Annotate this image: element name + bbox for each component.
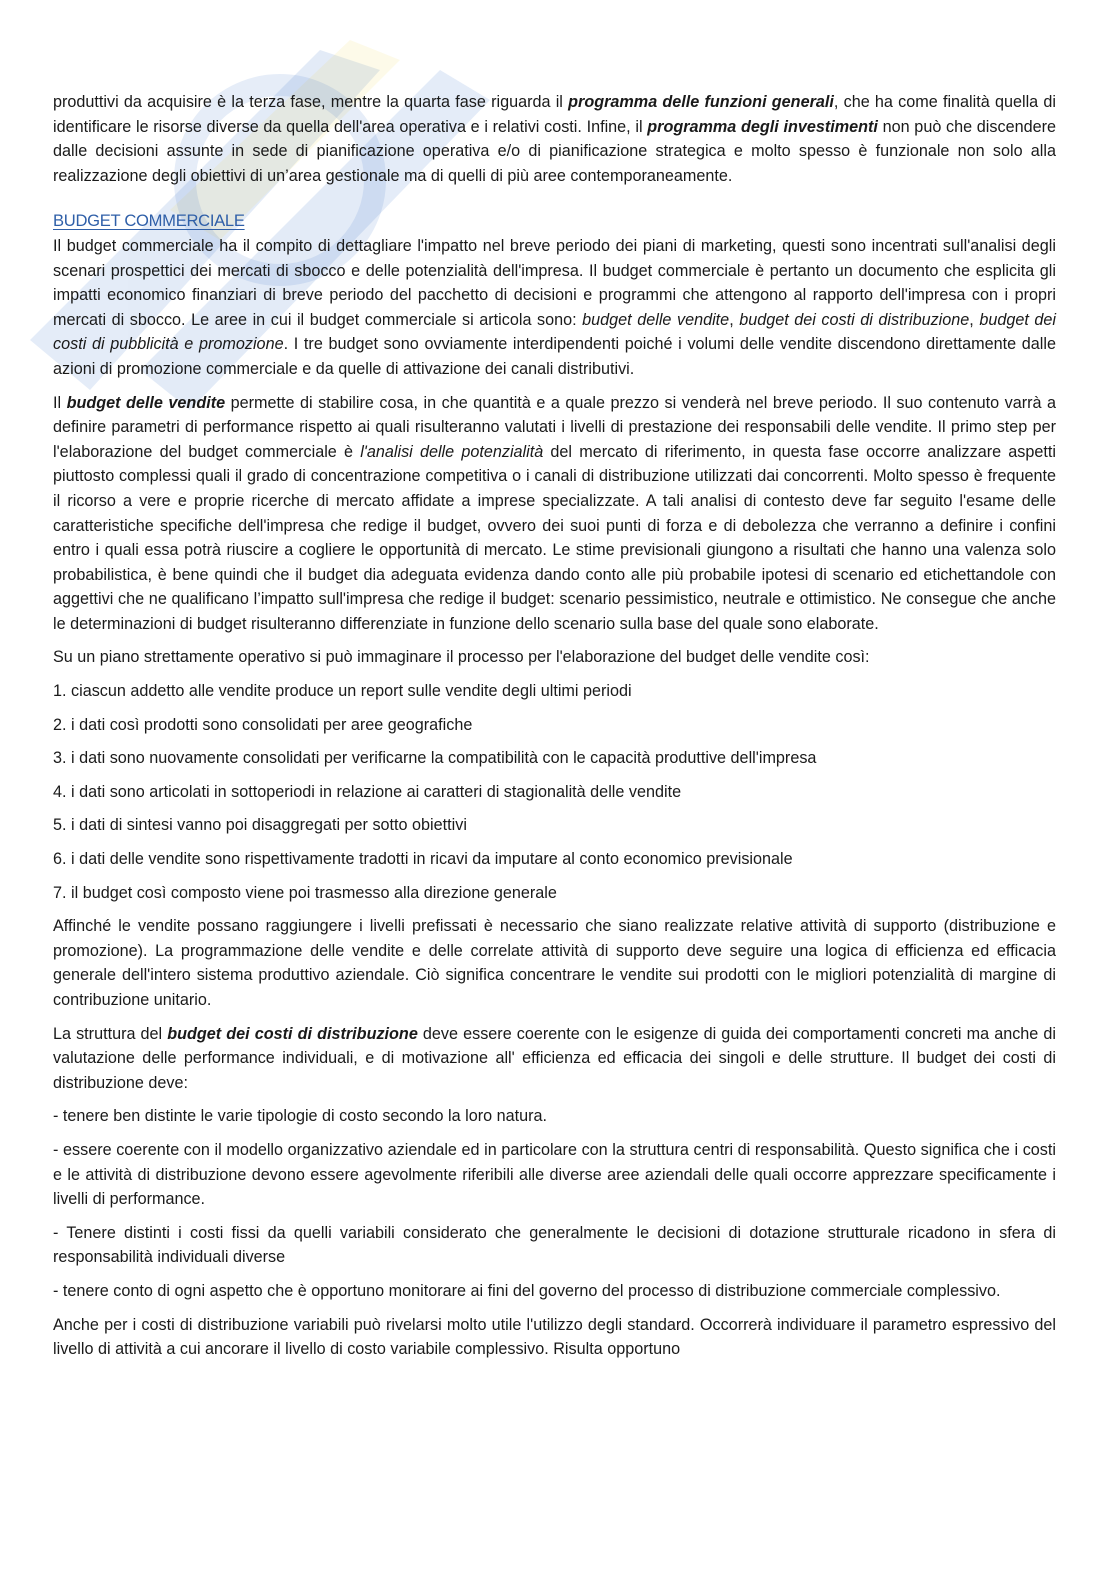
text-run: , che ha come finalità quella di identificare le risorse diverse da quella dell'area operativa e i relativi costi. Infine, il (53, 93, 1057, 136)
paragraph-intro (53, 90, 1056, 188)
paragraph-costi-distribuzione (53, 1022, 1056, 1096)
text-run: Il (53, 393, 67, 412)
list-item-bullet-4: - tenere conto di ogni aspetto che è opportuno monitorare ai fini del governo del processo di distribuzione commerciale complessivo. (53, 1281, 1001, 1300)
text-run: La struttura del (53, 1024, 168, 1043)
text-run: permette di stabilire cosa, in che quantità e a quale prezzo si venderà nel breve periodo. Il suo contenuto varrà a definire parametri di performance rispetto ai quali risulteranno valutati i livelli di prestazione dei responsabili delle vendite. Il primo step per l'elaborazione del budget commerciale è (53, 393, 1056, 461)
term-budget-costi-distribuzione: budget dei costi di distribuzione (739, 310, 970, 329)
term-programma-investimenti: programma degli investimenti (647, 117, 878, 136)
list-item-bullet-3: - Tenere distinti i costi fissi da quelli variabili considerato che generalmente le decisioni di dotazione strutturale ricadono in sfera di responsabilità individuali diverse (53, 1223, 1056, 1267)
paragraph-standard: Anche per i costi di distribuzione variabili può rivelarsi molto utile l'utilizzo degli standard. Occorrerà individuare il parametro espressivo del livello di attività a cui ancorare il livello di costo variabile complessivo. Risulta opportuno (53, 1315, 1056, 1359)
list-item-bullet-1: - tenere ben distinte le varie tipologie di costo secondo la loro natura. (53, 1107, 548, 1126)
list-item-step-3: 3. i dati sono nuovamente consolidati per verificarne la compatibilità con le capacità produttive dell'impresa (53, 749, 817, 768)
text-run: Il budget commerciale ha il compito di dettagliare l'impatto nel breve periodo dei piani di marketing, questi sono incentrati sull'analisi degli scenari prospettici dei mercati di sbocco e delle potenzialità dell'impresa. Il budget commerciale è pertanto un documento che esplicita gli impatti economico finanziari di breve periodo del pacchetto di decisioni e programmi che attengono al rapporto dell'impresa con i propri mercati di sbocco. Le aree in cui il budget commerciale si articola sono: (53, 236, 1056, 329)
section-heading: BUDGET COMMERCIALE (53, 211, 245, 231)
document-body (53, 90, 1056, 1371)
text-run: produttivi da acquisire è la terza fase, mentre la quarta fase riguarda il (53, 93, 569, 111)
paragraph-budget-vendite (53, 391, 1056, 637)
list-item-step-7: 7. il budget così composto viene poi trasmesso alla direzione generale (53, 883, 557, 902)
term-budget-vendite: budget delle vendite (582, 310, 730, 329)
paragraph-supporto: Affinché le vendite possano raggiungere i livelli prefissati è necessario che siano realizzate relative attività di supporto (distribuzione e promozione). La programmazione delle vendite e delle correlate attività di supporto deve seguire una logica di efficienza ed efficacia generale dell'intero sistema produttivo aziendale. Ciò significa concentrare le vendite sui prodotti con le migliori potenzialità di margine di contribuzione unitario. (53, 917, 1056, 1009)
list-item-step-4: 4. i dati sono articolati in sottoperiodi in relazione ai caratteri di stagionalità delle vendite (53, 782, 682, 801)
list-item-step-5: 5. i dati di sintesi vanno poi disaggregati per sotto obiettivi (53, 816, 467, 835)
term-budget-pubblicita: budget dei costi di pubblicità e promozione (53, 310, 1057, 354)
paragraph-processo: Su un piano strettamente operativo si può immaginare il processo per l'elaborazione del budget delle vendite così: (53, 648, 870, 667)
text-run: non può che discendere dalle decisioni assunte in sede di pianificazione operativa e/o di pianificazione strategica e molto spesso è funzionale non solo alla realizzazione degli obiettivi di un’area gestionale ma di quelli di più aree contemporaneamente. (53, 117, 1056, 185)
term-budget-delle-vendite: budget delle vendite (66, 393, 226, 412)
text-run: deve essere coerente con le esigenze di guida dei comportamenti concreti ma anche di valutazione delle performance individuali, e di motivazione all' efficienza ed efficacia dei singoli e delle strutture. Il budget dei costi di distribuzione deve: (53, 1024, 1056, 1092)
term-programma-funzioni-generali: programma delle funzioni generali (568, 93, 834, 111)
text-run: . I tre budget sono ovviamente interdipendenti poiché i volumi delle vendite discendono direttamente dalle azioni di promozione commerciale e da quelle di attivazione dei canali distributivi. (53, 335, 1056, 378)
list-item-step-1: 1. ciascun addetto alle vendite produce un report sulle vendite degli ultimi periodi (53, 682, 632, 701)
text-run: , (969, 310, 980, 329)
list-item-step-6: 6. i dati delle vendite sono rispettivamente tradotti in ricavi da imputare al conto economico previsionale (53, 850, 793, 869)
list-item-bullet-2: - essere coerente con il modello organizzativo aziendale ed in particolare con la struttura centri di responsabilità. Questo significa che i costi e le attività di distribuzione devono essere agevolmente riferibili alle diverse aree aziendali delle quali occorre apprezzare specificamente i livelli di performance. (53, 1140, 1056, 1209)
term-analisi-potenzialita: l'analisi delle potenzialità (360, 442, 544, 461)
text-run: , (729, 310, 740, 329)
list-item-step-2: 2. i dati così prodotti sono consolidati per aree geografiche (53, 715, 473, 734)
term-budget-costi-distribuzione-bold: budget dei costi di distribuzione (167, 1024, 418, 1043)
paragraph-budget-commerciale (53, 234, 1056, 382)
text-run: del mercato di riferimento, in questa fase occorre analizzare aspetti piuttosto complessi quali il grado di concentrazione competitiva o i canali di distribuzione utilizzati dai concorrenti. Molto spesso è frequente il ricorso a vere e proprie ricerche di mercato affidate a imprese specializzate. A tali analisi di contesto deve far seguito l'esame delle caratteristiche specifiche dell'impresa che redige il budget, ovvero dei suoi punti di forza e di debolezza che verranno a definire i confini entro i quali essa potrà riuscire a cogliere le opportunità di mercato. Le stime previsionali giungono a risultati che hanno una valenza solo probabilistica, è bene quindi che il budget dia adeguata evidenza dando conto alle più probabile ipotesi di scenario ed etichettandole con aggettivi che ne qualificano l’impatto sull'impresa che redige il budget: scenario pessimistico, neutrale e ottimistico. Ne consegue che anche le determinazioni di budget risulteranno differenziate in funzione dello scenario sulla base del quale sono elaborate. (53, 442, 1056, 633)
